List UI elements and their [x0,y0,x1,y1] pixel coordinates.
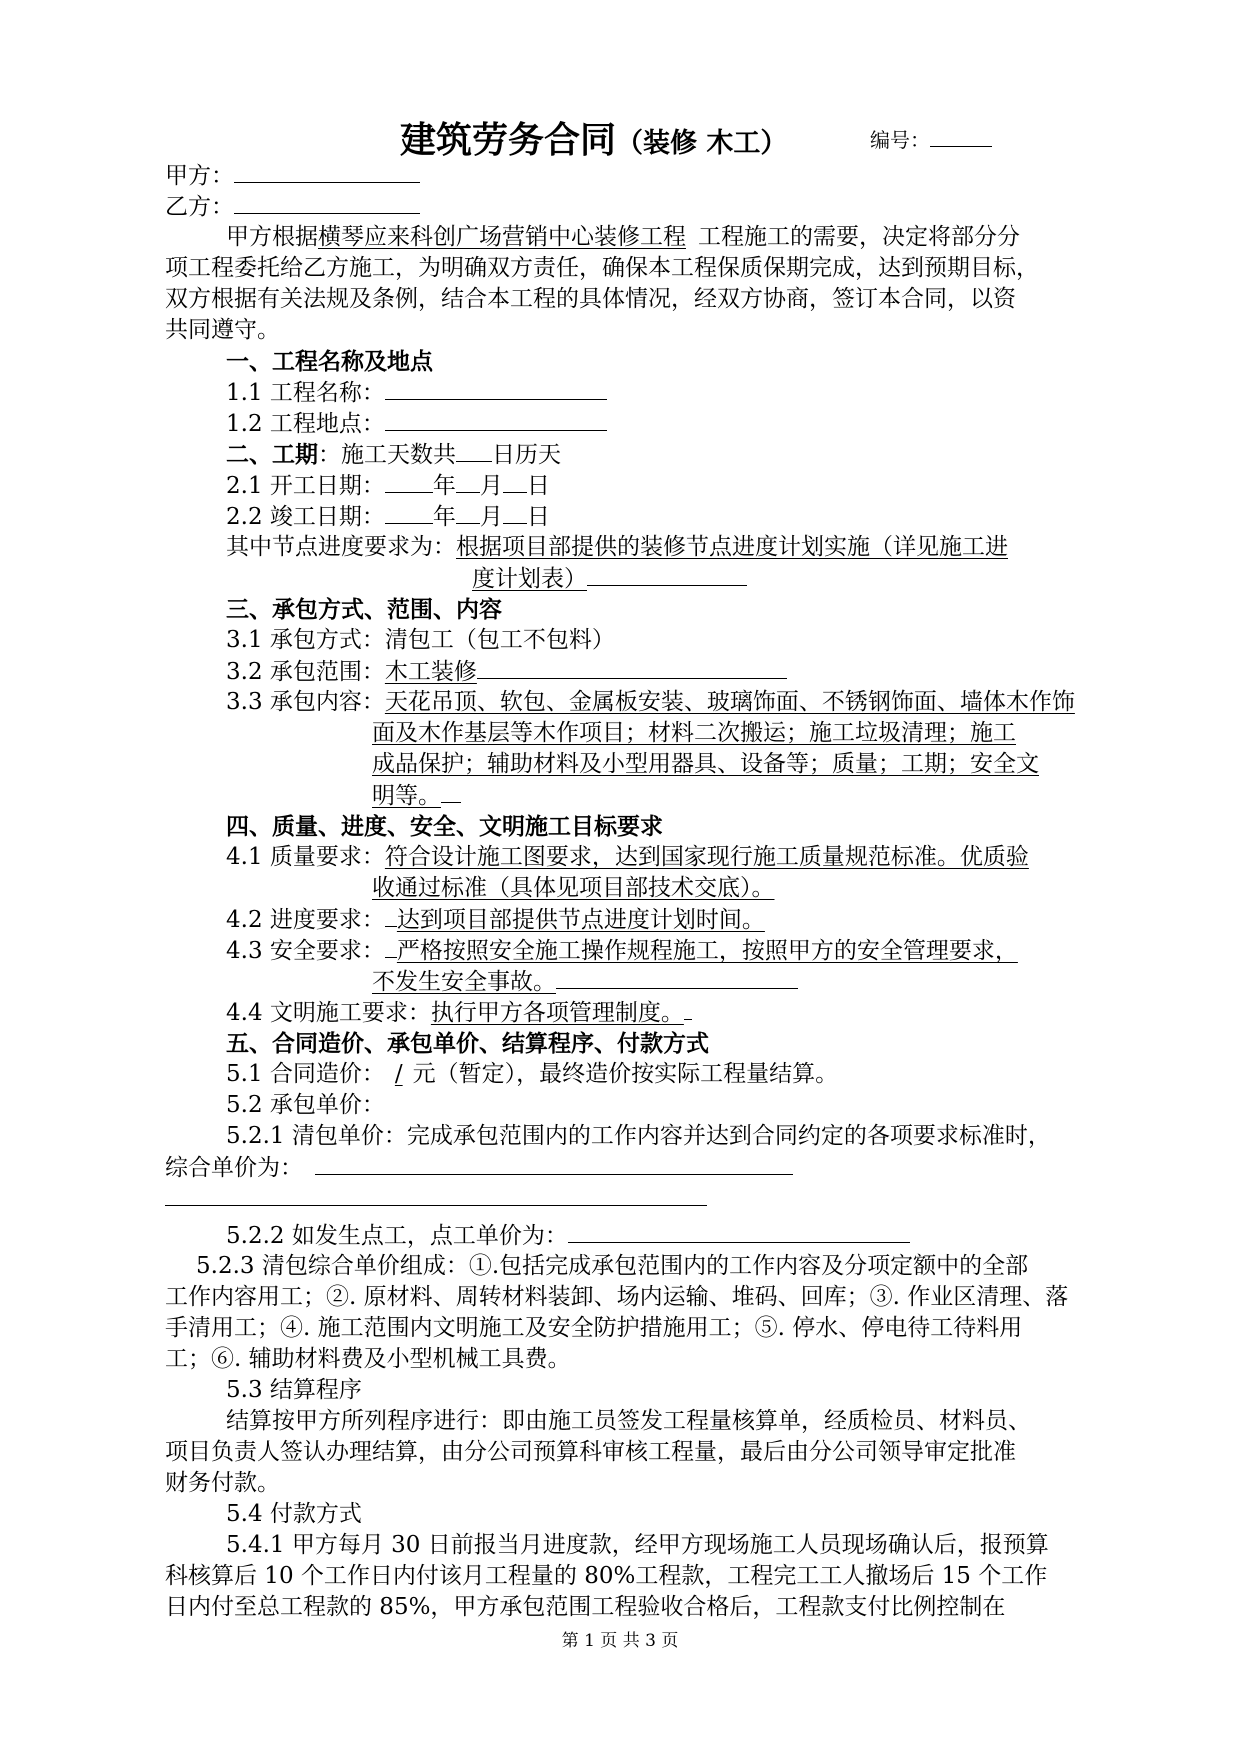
clear-package-price-line-2 [165,1152,793,1184]
progress-line [226,904,765,936]
quality-value-1: 符合设计施工图要求，达到国家现行施工质量规范标准。优质验 [384,844,1029,870]
end-year-unit: 年 [432,504,456,530]
safety-value-1: 严格按照安全施工操作规程施工，按照甲方的安全管理要求， [396,938,1018,964]
civil-construction-value: 执行甲方各项管理制度。 [430,1000,684,1026]
start-month-unit: 月 [479,473,503,499]
price-composition-line-1: 5.2.3 清包综合单价组成：①.包括完成承包范围内的工作内容及分项定额中的全部 [196,1253,1029,1279]
price-composition-line-4: 工；⑥. 辅助材料费及小型机械工具费。 [165,1346,571,1372]
contract-content-label: 3.3 承包内容： [226,689,385,715]
project-location-line [226,408,607,440]
start-year-blank [385,470,433,493]
document-title [400,112,787,163]
project-location-label: 1.2 工程地点： [226,411,385,437]
safety-line-2 [372,966,798,998]
start-day-blank [503,470,527,493]
intro-line-1 [226,222,1020,253]
party-b-blank [234,191,420,214]
doc-no-label: 编号： [870,128,930,152]
node-progress-value-2: 度计划表） [472,566,587,592]
party-a-line [165,160,420,192]
contract-price-line [226,1059,838,1090]
settlement-line-3: 财务付款。 [165,1470,280,1496]
calendar-days-label: 日历天 [492,442,561,468]
settlement-line-1: 结算按甲方所列程序进行：即由施工员签发工程量核算单，经质检员、材料员、 [226,1408,1031,1434]
document-number [870,124,992,153]
labor-price-line [226,1220,910,1252]
node-progress-value-1: 根据项目部提供的装修节点进度计划实施（详见施工进 [456,534,1008,560]
settlement-line-2: 项目负责人签认办理结算，由分公司预算科审核工程量，最后由分公司领导审定批准 [165,1439,1016,1465]
progress-value: 达到项目部提供节点进度计划时间。 [396,907,765,933]
section-2-heading: 二、工期 [226,441,318,468]
construction-days-label: ：施工天数共 [318,442,456,468]
payment-line-2: 科核算后 10 个工作日内付该月工程量的 80%工程款，工程完工工人撤场后 15 个工作 [165,1563,1048,1589]
quality-value-2: 收通过标准（具体见项目部技术交底）。 [372,875,775,901]
project-name-line [226,377,607,409]
safety-pad [385,935,397,958]
civil-construction-pad [684,997,692,1020]
intro-line-3: 双方根据有关法规及条例，结合本工程的具体情况，经双方协商，签订本合同，以资 [165,286,1016,312]
node-progress-line-1 [226,532,1008,563]
contract-scope-line [226,656,787,688]
section-4-heading: 四、质量、进度、安全、文明施工目标要求 [226,813,663,840]
progress-label: 4.2 进度要求： [226,907,385,933]
intro-line-4: 共同遵守。 [165,317,280,343]
party-a-blank [234,160,420,183]
settlement-heading: 5.3 结算程序 [226,1377,362,1403]
intro-post: 工程施工的需要，决定将部分分 [698,224,1020,250]
civil-construction-line [226,997,692,1029]
end-day-blank [503,501,527,524]
party-b-label: 乙方： [165,194,234,220]
intro-line-2: 项工程委托给乙方施工，为明确双方责任，确保本工程保质保期完成，达到预期目标， [165,255,1039,281]
node-progress-line-2 [472,563,747,595]
section-2-heading-line [226,439,561,471]
labor-price-label: 5.2.2 如发生点工，点工单价为： [226,1223,568,1249]
safety-blank [556,966,798,989]
intro-pre: 甲方根据 [226,224,318,250]
composite-unit-price-blank [315,1152,793,1175]
contract-content-line-1 [226,687,1075,718]
page-number-footer: 第 1 页 共 3 页 [561,1631,679,1651]
end-date-line [226,501,550,533]
civil-construction-label: 4.4 文明施工要求： [226,1000,431,1026]
contract-price-label: 5.1 合同造价： [226,1061,385,1087]
start-date-line [226,470,550,502]
price-composition-line-2: 工作内容用工；②. 原材料、周转材料装卸、场内运输、堆码、回库；③. 作业区清理、落 [165,1284,1069,1310]
contract-content-blank [441,780,461,803]
contract-content-value-4: 明等。 [372,783,441,809]
start-date-label: 2.1 开工日期： [226,473,385,499]
contract-content-value-2: 面及木作基层等木作项目；材料二次搬运；施工垃圾清理；施工 [372,720,1016,746]
contract-mode-line [226,625,615,656]
node-progress-blank [587,563,747,586]
section-1-heading: 一、工程名称及地点 [226,348,433,375]
quality-label: 4.1 质量要求： [226,844,385,870]
intro-project-name: 横琴应来科创广场营销中心装修工程 [318,224,686,250]
start-year-unit: 年 [432,473,456,499]
payment-line-3: 日内付至总工程款的 85%，甲方承包范围工程验收合格后，工程款支付比例控制在 [165,1594,1006,1620]
project-location-blank [385,408,607,431]
contract-mode-label: 3.1 承包方式： [226,627,385,653]
contract-price-value: / [394,1061,403,1087]
clear-package-price-line-1: 5.2.1 清包单价：完成承包范围内的工作内容并达到合同约定的各项要求标准时， [226,1123,1051,1149]
labor-price-blank [568,1220,910,1243]
contract-scope-label: 3.2 承包范围： [226,659,385,685]
quality-line-1 [226,842,1029,873]
contract-mode-value: 清包工（包工不包料） [384,627,615,653]
contract-scope-value: 木工装修 [384,659,477,685]
title-main: 建筑劳务合同 [400,119,617,161]
composite-unit-price-extra-blank [165,1205,707,1206]
unit-price-label: 5.2 承包单价： [226,1092,385,1118]
payment-heading: 5.4 付款方式 [226,1501,362,1527]
contract-content-value-1: 天花吊顶、软包、金属板安装、玻璃饰面、不锈钢饰面、墙体木作饰 [384,689,1075,715]
title-sub: （装修 木工） [616,128,788,159]
project-name-blank [385,377,607,400]
party-a-label: 甲方： [165,163,234,189]
progress-pad [385,904,397,927]
end-day-unit: 日 [526,504,550,530]
construction-days-blank [456,439,492,462]
safety-line-1 [226,935,1018,967]
doc-no-blank [930,124,992,147]
contract-content-value-3: 成品保护；辅助材料及小型用器具、设备等；质量；工期；安全文 [372,751,1039,777]
end-month-blank [456,501,480,524]
start-month-blank [456,470,480,493]
payment-line-1: 5.4.1 甲方每月 30 日前报当月进度款，经甲方现场施工人员现场确认后，报预算 [226,1532,1049,1558]
section-5-heading: 五、合同造价、承包单价、结算程序、付款方式 [226,1030,709,1057]
party-b-line [165,191,420,223]
contract-content-line-4 [372,780,461,812]
end-month-unit: 月 [479,504,503,530]
project-name-label: 1.1 工程名称： [226,380,385,406]
safety-value-2: 不发生安全事故。 [372,969,556,995]
composite-unit-price-label: 综合单价为： [165,1155,303,1181]
price-composition-line-3: 手清用工；④. 施工范围内文明施工及安全防护措施用工；⑤. 停水、停电待工待料用 [165,1315,1023,1341]
end-year-blank [385,501,433,524]
contract-scope-blank [477,656,787,679]
end-date-label: 2.2 竣工日期： [226,504,385,530]
safety-label: 4.3 安全要求： [226,938,385,964]
contract-price-tail: 元（暂定），最终造价按实际工程量结算。 [412,1061,839,1087]
start-day-unit: 日 [526,473,550,499]
node-progress-label: 其中节点进度要求为： [226,534,456,560]
section-3-heading: 三、承包方式、范围、内容 [226,596,502,623]
